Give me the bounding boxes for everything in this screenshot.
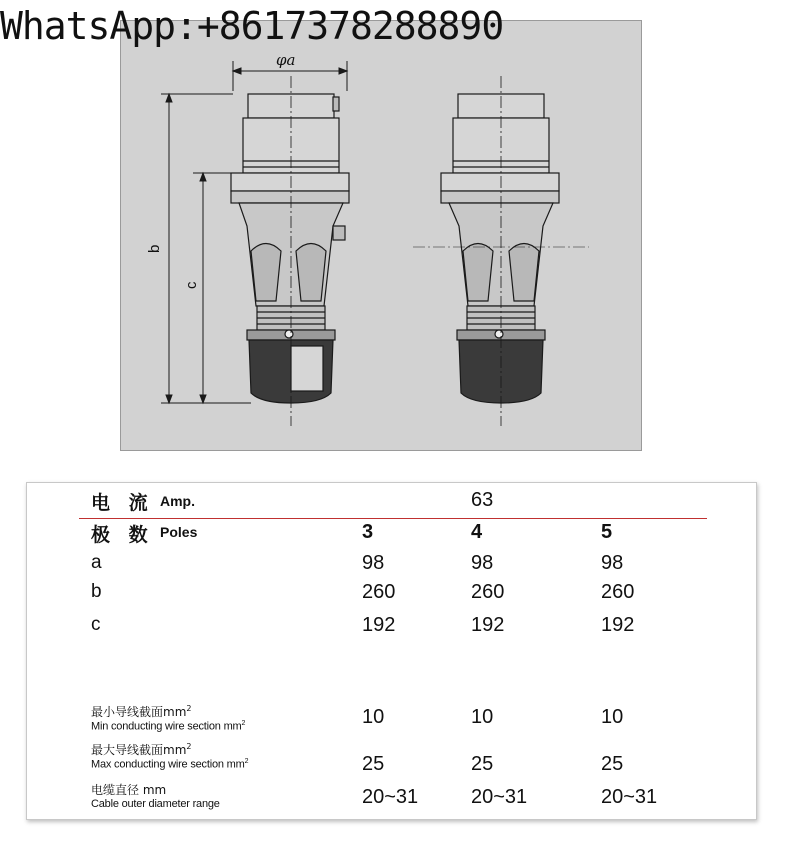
- plug-side-view: [231, 94, 349, 403]
- row-a-label: a: [91, 552, 102, 573]
- amp-label-en: Amp.: [160, 493, 195, 509]
- row-c-val-5: 192: [601, 614, 635, 636]
- row-b-label: b: [91, 581, 102, 602]
- row-c-val-4: 192: [471, 614, 505, 636]
- min-wire-val-5: 10: [601, 706, 624, 728]
- max-wire-val-5: 25: [601, 753, 624, 775]
- row-b-val-5: 260: [601, 581, 635, 603]
- pole-col-3: 3: [362, 521, 374, 543]
- spec-table: [26, 482, 757, 820]
- max-wire-val-3: 25: [362, 753, 385, 775]
- min-wire-label-en: Min conducting wire section $mm^2$: [91, 720, 246, 733]
- poles-label-cn: 极 数: [91, 524, 154, 546]
- cable-val-5: 20~31: [601, 786, 658, 808]
- min-wire-val-4: 10: [471, 706, 494, 728]
- row-a-val-4: 98: [471, 552, 494, 574]
- cable-label-en: Cable outer diameter range: [91, 798, 220, 810]
- plug-drawing-svg: [121, 21, 643, 452]
- max-wire-label-cn: 最大导线截面$mm^2$: [91, 742, 192, 757]
- max-wire-label-en: Max conducting wire section $mm^2$: [91, 758, 249, 771]
- dim-c-label: c: [183, 281, 200, 289]
- amp-value: 63: [471, 489, 494, 511]
- dim-b-label: b: [146, 244, 163, 253]
- cable-val-3: 20~31: [362, 786, 419, 808]
- row-a-val-3: 98: [362, 552, 385, 574]
- cable-label-cn: 电缆直径 mm: [91, 783, 167, 797]
- max-wire-val-4: 25: [471, 753, 494, 775]
- dim-a-label: φa: [276, 51, 296, 69]
- row-b-val-3: 260: [362, 581, 396, 603]
- min-wire-label-cn: 最小导线截面$mm^2$: [91, 704, 192, 719]
- pole-col-4: 4: [471, 521, 483, 543]
- poles-label-en: Poles: [160, 524, 198, 540]
- row-c-val-3: 192: [362, 614, 396, 636]
- min-wire-val-3: 10: [362, 706, 385, 728]
- row-c-label: c: [91, 614, 101, 635]
- row-b-val-4: 260: [471, 581, 505, 603]
- watermark-text: WhatsApp:+8617378288890: [0, 4, 504, 48]
- header-divider: [79, 518, 707, 519]
- amp-label-cn: 电 流: [91, 492, 154, 514]
- row-a-val-5: 98: [601, 552, 624, 574]
- cable-val-4: 20~31: [471, 786, 528, 808]
- plug-front-view: [441, 94, 559, 403]
- technical-drawing: [120, 20, 642, 451]
- pole-col-5: 5: [601, 521, 613, 543]
